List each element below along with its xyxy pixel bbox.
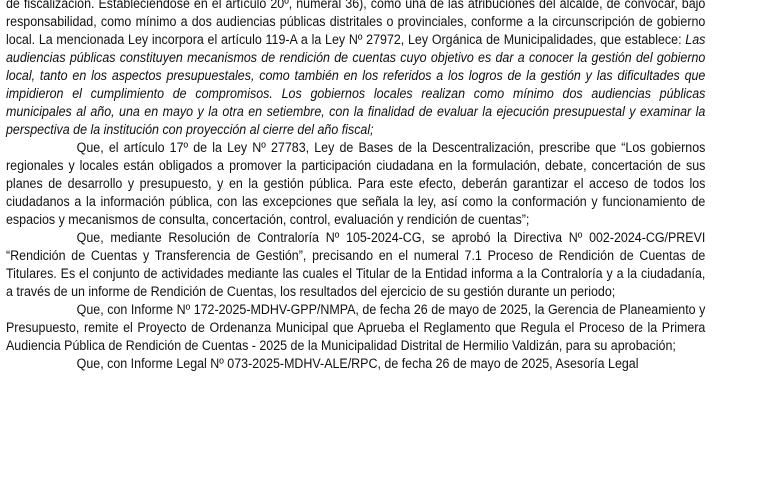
paragraph-5 (6, 355, 705, 373)
document-text (6, 0, 705, 373)
paragraph-1-quoted-law: Las audiencias públicas constituyen mecanismos de rendición de cuentas cuyo objetivo es dar a conocer la gestión del gobierno local, tanto en los aspectos presupuestales, como también en los referidos a los logros de la gestión y las dificultades que impidieron el cumplimiento de compromisos. Los gobiernos locales realizan como mínimo dos audiencias públicas municipales al año, una en mayo y la otra en setiembre, con la finalidad de evaluar la ejecución presupuestal y examinar la perspectiva de la institución con proyección al cierre del año fiscal; (6, 32, 706, 137)
paragraph-5-text: Que, con Informe Legal Nº 073-2025-MDHV-ALE/RPC, de fecha 26 de mayo de 2025, Asesoría Legal (76, 356, 639, 371)
paragraph-4 (6, 301, 705, 355)
paragraph-3 (6, 229, 705, 301)
paragraph-2-text: Que, el artículo 17º de la Ley Nº 27783, Ley de Bases de la Descentralización, prescribe que “Los gobiernos regionales y locales están obligados a promover la participación ciudadana en la formulación, debate, concertación de sus planes de desarrollo y presupuesto, y en la gestión pública. Para este efecto, deberán garantizar el acceso de todos los ciudadanos a la información pública, con las excepciones que señala la ley, así como la conformación y funcionamiento de espacios y mecanismos de consulta, concertación, control, evaluación y rendición de cuentas”; (6, 140, 706, 227)
paragraph-1 (6, 0, 705, 139)
paragraph-3-text: Que, mediante Resolución de Contraloría Nº 105-2024-CG, se aprobó la Directiva Nº 002-2024-CG/PREVI “Rendición de Cuentas y Transferencia de Gestión”, precisando en el numeral 7.1 Proceso de Rendición de Cuentas de Titulares. Es el conjunto de actividades mediante las cuales el Titular de la Entidad informa a la Contraloría y a la ciudadanía, a través de un informe de Rendición de Cuentas, los resultados del ejercicio de su gestión durante un periodo; (6, 230, 706, 299)
paragraph-2 (6, 139, 705, 229)
paragraph-4-text: Que, con Informe Nº 172-2025-MDHV-GPP/NMPA, de fecha 26 de mayo de 2025, la Gerencia de Planeamiento y Presupuesto, remite el Proyecto de Ordenanza Municipal que Aprueba el Reglamento que Regula el Proceso de la Primera Audiencia Pública de Rendición de Cuentas - 2025 de la Municipalidad Distrital de Hermilio Valdizán, para su aprobación; (6, 302, 706, 353)
paragraph-1-text: de fiscalización. Estableciéndose en el artículo 20º, numeral 36), como una de las atribuciones del alcalde, de convocar, bajo responsabilidad, como mínimo a dos audiencias públicas distritales o provinciales, conforme a la circunscripción de gobierno local. La mencionada Ley incorpora el artículo 119-A a la Ley Nº 27972, Ley Orgánica de Municipalidades, que establece: (6, 0, 706, 47)
